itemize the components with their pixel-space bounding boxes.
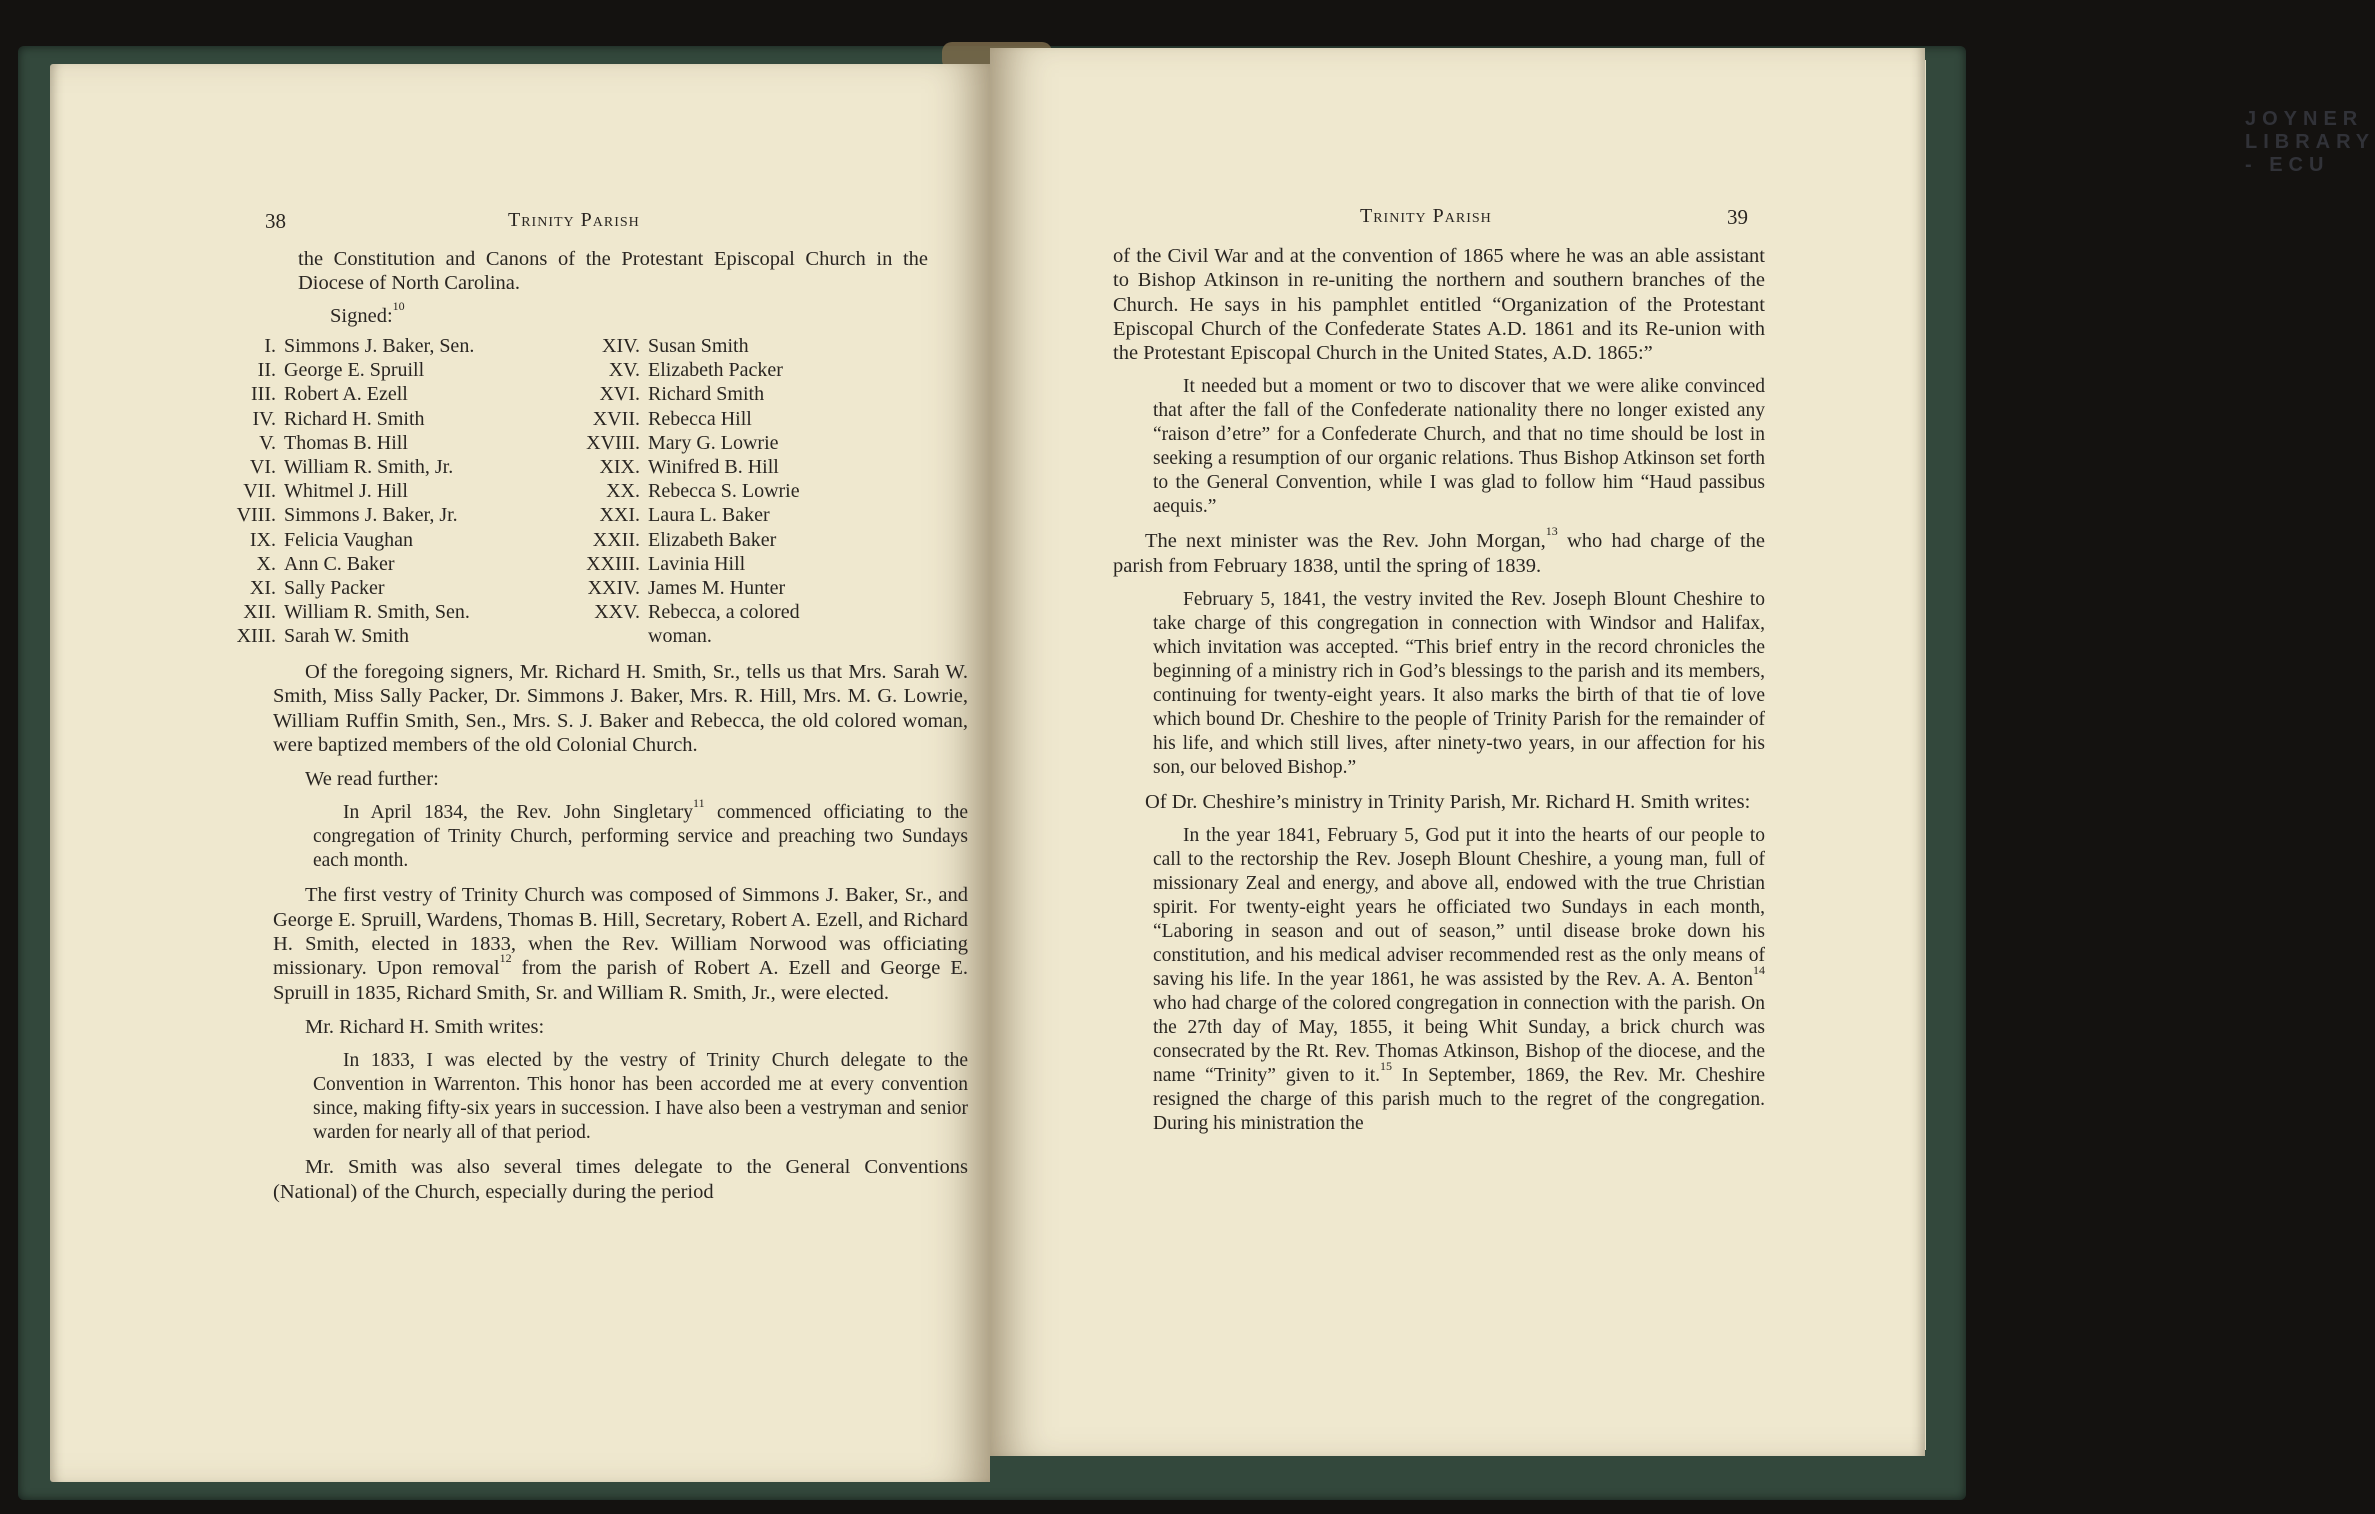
signer-row: [562, 358, 848, 382]
paragraph-morgan: The next minister was the Rev. John Morgan,$^{13}$ who had charge of the parish from February 1838, until the spring of 1839.: [1113, 524, 1766, 577]
signer-row: [220, 576, 514, 600]
signer-number: [562, 624, 648, 648]
signer-number: XI.: [249, 577, 276, 600]
signer-row: [220, 624, 514, 648]
signer-number: XV.: [608, 359, 640, 382]
signer-name: Lavinia Hill: [648, 552, 746, 575]
paragraph-cheshire-ministry: Of Dr. Cheshire’s ministry in Trinity Parish, Mr. Richard H. Smith writes:: [1145, 791, 1751, 814]
signer-name: Rebecca, a colored: [648, 601, 800, 624]
signer-name: Thomas B. Hill: [284, 431, 408, 454]
signer-row: [562, 503, 848, 527]
signer-name: Rebecca Hill: [648, 407, 752, 430]
signer-number: XX.: [606, 480, 640, 503]
signer-row: [220, 600, 514, 624]
signer-row: [562, 382, 848, 406]
library-stamp: JOYNER LIBRARY - ECU: [2245, 108, 2375, 176]
signer-number: XXII.: [592, 528, 640, 551]
signer-number: V.: [259, 431, 276, 454]
paragraph-general-convention: Mr. Smith was also several times delegate to the General Conventions (National) of the Church, especially during the period: [273, 1156, 968, 1203]
signer-name: Ann C. Baker: [284, 552, 395, 575]
paragraph-civil-war: of the Civil War and at the convention of 1865 where he was an able assistant to Bishop Atkinson in re-uniting the northern and southern branches of the Church. He says in his pamphlet entitled “Organization of the Protestant Episcopal Church of the Confederate States A.D. 1861 and its Re-union with the Protestant Episcopal Church in the United States, A.D. 1865:”: [1113, 245, 1765, 365]
signer-number: XVIII.: [586, 431, 640, 454]
signer-row: [562, 455, 848, 479]
signer-name: Elizabeth Packer: [648, 359, 783, 382]
signer-name: Rebecca S. Lowrie: [648, 480, 800, 503]
quote-1833: In 1833, I was elected by the vestry of Trinity Church delegate to the Convention in Warrenton. This honor has been accorded me at every convention since, making fifty-six years in succession. I have also been a vestryman and senior warden for nearly all of that period.: [313, 1050, 968, 1144]
right-body: [1113, 244, 1765, 1136]
signer-number: IV.: [252, 407, 276, 430]
running-head: Trinity Parish: [508, 209, 640, 231]
signer-row: [562, 600, 848, 624]
signer-name: Richard H. Smith: [284, 407, 425, 430]
signer-name: Winifred B. Hill: [648, 456, 779, 479]
signer-number: XXIV.: [587, 577, 640, 600]
left-body: [273, 660, 968, 1204]
right-page: [990, 48, 2375, 1456]
signer-number: XXV.: [594, 601, 640, 624]
page-number: 39: [1727, 205, 1748, 229]
signer-row: [562, 576, 848, 600]
signer-number: XXIII.: [586, 552, 640, 575]
signer-name: Simmons J. Baker, Sen.: [284, 335, 475, 357]
signer-number: XVI.: [599, 383, 640, 406]
signer-number: XII.: [243, 601, 276, 624]
signer-number: VI.: [249, 456, 276, 479]
signer-row: [562, 431, 848, 455]
signer-name: William R. Smith, Jr.: [284, 456, 454, 479]
left-page: [50, 64, 990, 1482]
signer-row: [220, 552, 514, 576]
signer-name: Sarah W. Smith: [284, 625, 410, 648]
signers-column-left: [220, 334, 514, 649]
signer-number: X.: [256, 552, 276, 575]
signer-row: [220, 479, 514, 503]
signer-row: [220, 382, 514, 406]
signer-name: Richard Smith: [648, 383, 765, 406]
quote-moment: It needed but a moment or two to discover that we were alike convinced that after the fall of the Confederate nationality there no longer existed any “raison d’etre” for a Confederate Church, and that no time should be lost in seeking a resumption of our organic relations. Thus Bishop Atkinson set forth to the General Convention, while I was glad to follow him “Haud passibus aequis.”: [1153, 376, 1765, 518]
signer-number: XVII.: [592, 407, 640, 430]
signer-row: [220, 431, 514, 455]
signer-number: IX.: [249, 528, 276, 551]
signer-row: [220, 407, 514, 431]
signer-name: woman.: [648, 625, 712, 648]
intro-paragraph: the Constitution and Canons of the Protestant Episcopal Church in the Diocese of North Carolina.: [298, 248, 928, 295]
signer-name: Laura L. Baker: [648, 504, 770, 527]
paragraph-first-vestry: The first vestry of Trinity Church was composed of Simmons J. Baker, Sr., and George E. Spruill, Wardens, Thomas B. Hill, Secretary, Robert A. Ezell, and Richard H. Smith, elected in 1833, when the Rev. William Norwood was officiating missionary. Upon removal$^{12}$ from the parish of Robert A. Ezell and George E. Spruill in 1835, Richard Smith, Sr. and William R. Smith, Jr., were elected.: [273, 884, 969, 1004]
signer-row: [562, 479, 848, 503]
signer-number: III.: [251, 383, 276, 406]
signer-number: VII.: [243, 480, 276, 503]
signer-row: [562, 624, 848, 648]
signer-name: Mary G. Lowrie: [648, 431, 779, 454]
signer-number: XXI.: [599, 504, 640, 527]
paragraph-smith-writes: Mr. Richard H. Smith writes:: [305, 1015, 545, 1038]
signer-row: [220, 455, 514, 479]
signer-row: [562, 552, 848, 576]
signer-name: George E. Spruill: [284, 359, 425, 382]
signed-line: Signed:$^{10}$: [330, 298, 405, 327]
paragraph-foregoing: Of the foregoing signers, Mr. Richard H. Smith, Sr., tells us that Mrs. Sarah W. Smith, Miss Sally Packer, Dr. Simmons J. Baker, Mrs. R. Hill, Mrs. M. G. Lowrie, William Ruffin Smith, Sen., Mrs. S. J. Baker and Rebecca, the old colored woman, were baptized members of the old Colonial Church.: [273, 661, 968, 756]
signer-row: [220, 528, 514, 552]
signer-row: [220, 358, 514, 382]
signers-column-right: [562, 334, 848, 649]
quote-april-1834: In April 1834, the Rev. John Singletary$^{11}$ commenced officiating to the congregation of Trinity Church, performing service and preaching two Sundays each month.: [313, 796, 969, 872]
signer-row: [562, 407, 848, 431]
running-head: Trinity Parish: [1360, 205, 1492, 227]
footnote-ref: 10: [392, 298, 405, 313]
signer-number: I.: [264, 335, 276, 357]
signer-name: Robert A. Ezell: [284, 383, 408, 406]
signer-name: Whitmel J. Hill: [284, 480, 408, 503]
page-number: 38: [265, 209, 286, 233]
signer-name: William R. Smith, Sen.: [284, 601, 470, 624]
signer-number: XIII.: [236, 625, 276, 648]
quote-year-1841: In the year 1841, February 5, God put it into the hearts of our people to call to the rectorship the Rev. Joseph Blount Cheshire, a young man, full of missionary Zeal and energy, and above all, endowed with the true Christian spirit. For twenty-eight years he officiated two Sundays in each month, “Laboring in season and out of season,” until disease broke down his constitution, and his medical adviser recommended rest as the only means of saving his life. In the year 1861, he was assisted by the Rev. A. A. Benton$^{14}$ who had charge of the colored congregation in connection with the parish. On the 27th day of May, 1855, it being Whit Sunday, a brick church was consecrated by the Rt. Rev. Thomas Atkinson, Bishop of the diocese, and the name “Trinity” given to it.$^{15}$ In September, 1869, the Rev. Mr. Cheshire resigned the charge of this parish much to the regret of the congregation. During his ministration the: [1153, 825, 1765, 1135]
left-intro: [298, 247, 928, 328]
signer-name: Simmons J. Baker, Jr.: [284, 504, 458, 527]
signer-name: Sally Packer: [284, 577, 385, 600]
signer-name: Susan Smith: [648, 335, 749, 357]
signer-row: [562, 334, 848, 358]
signer-row: [562, 528, 848, 552]
signer-number: XIV.: [602, 335, 640, 357]
signer-row: [220, 334, 514, 358]
signer-name: James M. Hunter: [648, 577, 786, 600]
quote-february-1841: February 5, 1841, the vestry invited the Rev. Joseph Blount Cheshire to take charge of this congregation in connection with Windsor and Halifax, which invitation was accepted. “This brief entry in the record chronicles the beginning of a ministry rich in God’s blessings to the parish and its members, continuing for twenty-eight years. It also marks the birth of that tie of love which bound Dr. Cheshire to the people of Trinity Parish for the remainder of his life, and which still lives, after ninety-two years, in our affection for his son, our beloved Bishop.”: [1153, 589, 1765, 779]
signer-number: XIX.: [599, 456, 640, 479]
signer-number: VIII.: [236, 504, 276, 527]
signer-row: [220, 503, 514, 527]
paragraph-further: We read further:: [305, 768, 439, 791]
signer-name: Felicia Vaughan: [284, 528, 414, 551]
signer-number: II.: [257, 359, 276, 382]
signer-name: Elizabeth Baker: [648, 528, 777, 551]
